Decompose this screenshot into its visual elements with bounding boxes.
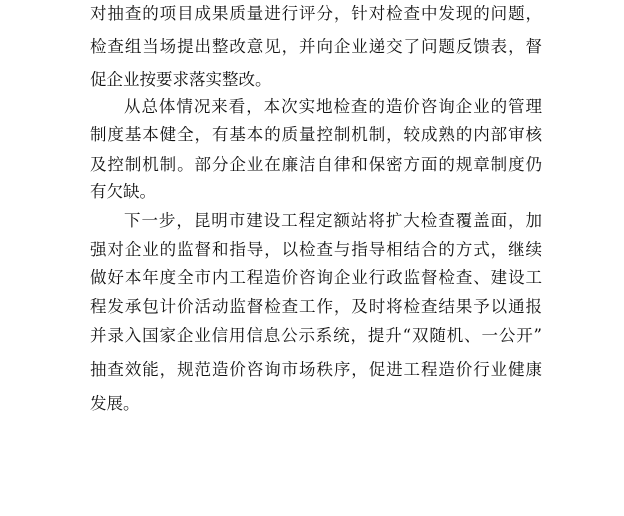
paragraph-3-line-4: 程发承包计价活动监督检查工作，及时将检查结果予以通报 (90, 297, 542, 316)
paragraph-3-line-2: 强对企业的监督和指导，以检查与指导相结合的方式，继续 (90, 240, 542, 259)
paragraph-3-line-1: 下一步，昆明市建设工程定额站将扩大检查覆盖面，加 (124, 211, 542, 230)
paragraph-2-line-3: 及控制机制。部分企业在廉洁自律和保密方面的规章制度仍 (90, 155, 542, 174)
paragraph-2-line-2: 制度基本健全，有基本的质量控制机制，较成熟的内部审核 (90, 125, 542, 144)
paragraph-2-line-1: 从总体情况来看，本次实地检查的造价咨询企业的管理 (124, 97, 542, 116)
paragraph-2-line-4: 有欠缺。 (90, 182, 156, 201)
paragraph-3-line-6: 抽查效能，规范造价咨询市场秩序，促进工程造价行业健康 (90, 360, 542, 379)
paragraph-1-line-2: 检查组当场提出整改意见，并向企业递交了问题反馈表，督 (90, 37, 542, 56)
paragraph-3-line-7: 发展。 (90, 394, 140, 413)
paragraph-1-line-1: 对抽查的项目成果质量进行评分，针对检查中发现的问题， (90, 4, 542, 23)
paragraph-3-line-3: 做好本年度全市内工程造价咨询企业行政监督检查、建设工 (90, 268, 542, 287)
paragraph-3-line-5: 并录入国家企业信用信息公示系统，提升“双随机、一公开” (90, 326, 542, 345)
paragraph-1-line-3: 促企业按要求落实整改。 (90, 70, 272, 89)
